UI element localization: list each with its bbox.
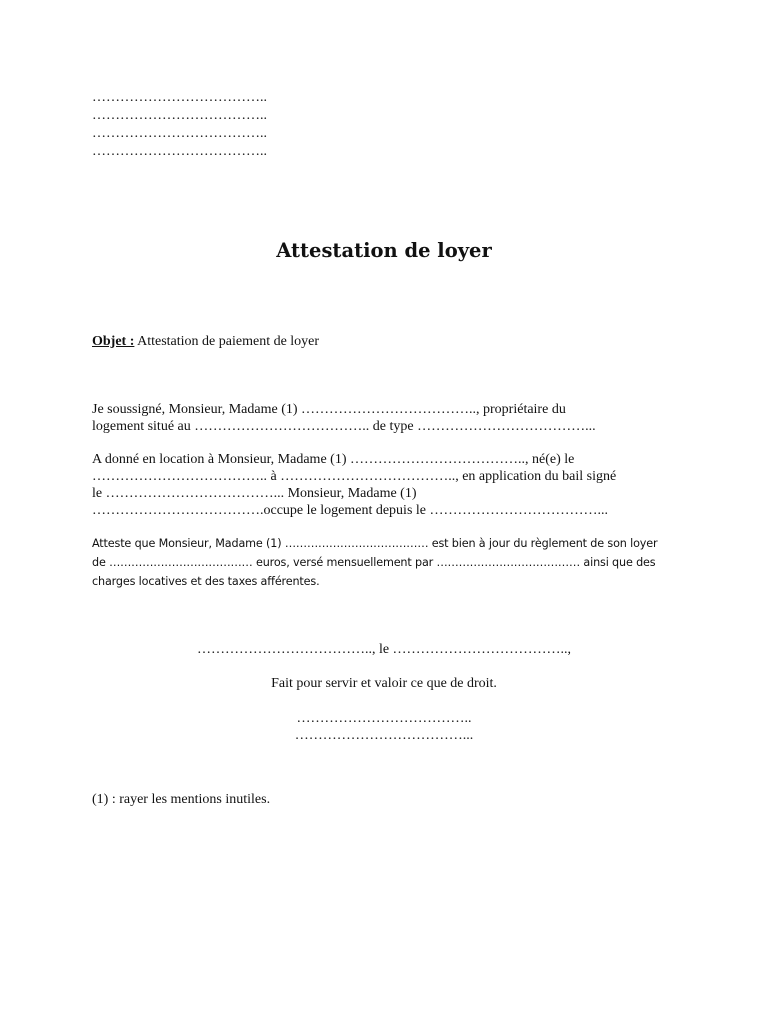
signature-line: ………………………………... (294, 728, 474, 743)
paragraph-line: ……………………………….occupe le logement depuis le ………………………………... (92, 503, 608, 518)
paragraph-line: A donné en location à Monsieur, Madame (1) ……………………………….., né(e) le (92, 452, 575, 467)
sender-address-line: ……………………………….. (92, 126, 267, 141)
paragraph-line: Atteste que Monsieur, Madame (1) ………………………………… est bien à jour du règlement de son loyer (92, 537, 658, 550)
paragraph-line: le ………………………………... Monsieur, Madame (1) (92, 486, 417, 501)
payment-paragraph (92, 534, 682, 591)
paragraph-line: ……………………………….. à ……………………………….., en application du bail signé (92, 469, 617, 484)
sender-address-block (92, 89, 392, 161)
document-title: Attestation de loyer (276, 239, 492, 262)
footnote: (1) : rayer les mentions inutiles. (92, 792, 271, 807)
sender-address-line: ……………………………….. (92, 90, 267, 105)
sender-address-line: ……………………………….. (92, 108, 267, 123)
signature-block (0, 710, 768, 744)
owner-paragraph (92, 401, 682, 435)
closing-formula: Fait pour servir et valoir ce que de droit. (271, 676, 497, 691)
signature-line: ……………………………….. (296, 711, 472, 726)
paragraph-line: charges locatives et des taxes afférentes. (92, 575, 320, 588)
object-line (92, 333, 692, 350)
paragraph-line: de ………………………………… euros, versé mensuellement par ………………………………… ainsi que des (92, 556, 656, 569)
paragraph-line: Je soussigné, Monsieur, Madame (1) ……………………………….., propriétaire du (92, 402, 566, 417)
tenant-paragraph (92, 451, 682, 519)
object-text: Attestation de paiement de loyer (134, 334, 320, 349)
paragraph-line: logement situé au ……………………………….. de type ………………………………... (92, 419, 596, 434)
object-label: Objet : (92, 334, 135, 349)
place-and-date: ……………………………….., le ……………………………….., (196, 642, 572, 657)
sender-address-line: ……………………………….. (92, 144, 267, 159)
